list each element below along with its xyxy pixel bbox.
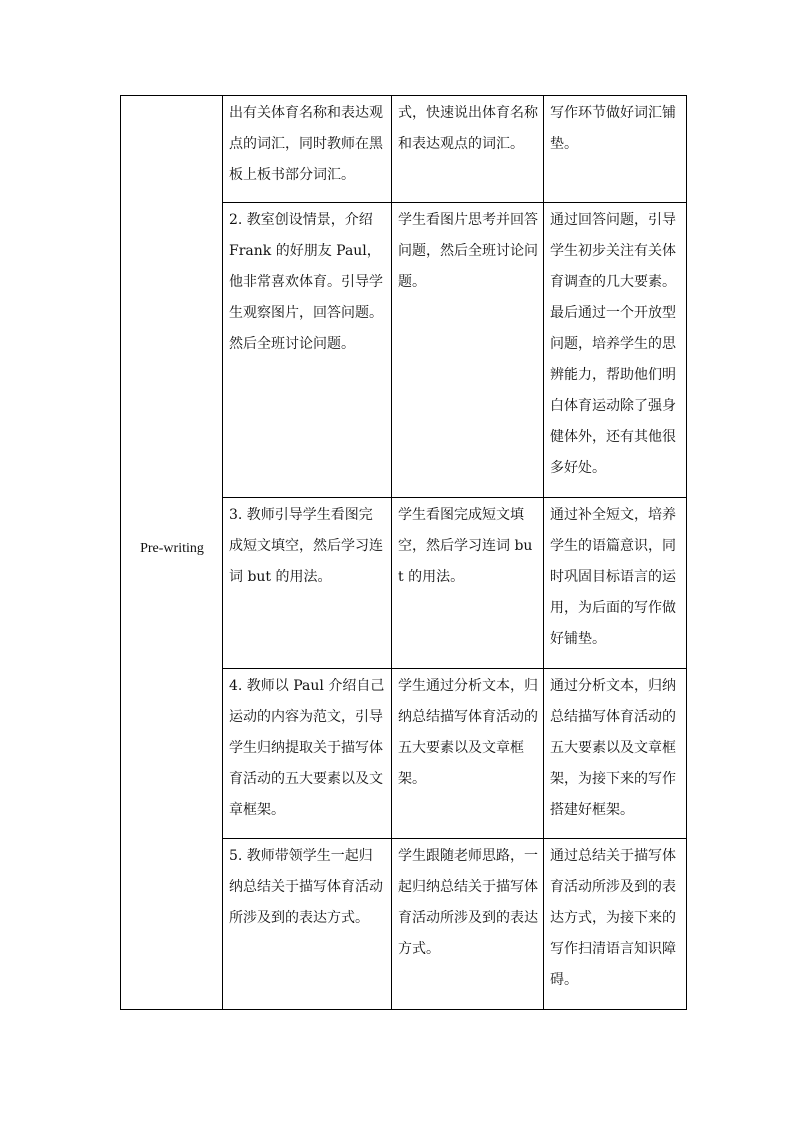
design-purpose-cell: 通过分析文本，归纳总结描写体育活动的五大要素以及文章框架，为接下来的写作搭建好框架。 xyxy=(544,669,687,839)
teacher-activity-cell: 5. 教师带领学生一起归纳总结关于描写体育活动所涉及到的表达方式。 xyxy=(223,839,392,1010)
lesson-plan-table xyxy=(120,95,687,1010)
student-activity-cell: 学生看图片思考并回答问题，然后全班讨论问题。 xyxy=(392,203,544,498)
teacher-activity-cell: 3. 教师引导学生看图完成短文填空，然后学习连词 but 的用法。 xyxy=(223,498,392,669)
design-purpose-cell: 通过补全短文，培养学生的语篇意识，同时巩固目标语言的运用，为后面的写作做好铺垫。 xyxy=(544,498,687,669)
student-activity-cell: 学生看图完成短文填空，然后学习连词 but 的用法。 xyxy=(392,498,544,669)
table-row xyxy=(121,96,687,203)
stage-cell: Pre-writing xyxy=(121,96,223,1010)
student-activity-cell: 学生跟随老师思路，一起归纳总结关于描写体育活动所涉及到的表达方式。 xyxy=(392,839,544,1010)
design-purpose-cell: 写作环节做好词汇铺垫。 xyxy=(544,96,687,203)
student-activity-cell: 式，快速说出体育名称和表达观点的词汇。 xyxy=(392,96,544,203)
design-purpose-cell: 通过回答问题，引导学生初步关注有关体育调查的几大要素。最后通过一个开放型问题，培养学生的思辨能力，帮助他们明白体育运动除了强身健体外，还有其他很多好处。 xyxy=(544,203,687,498)
teacher-activity-cell: 2. 教室创设情景，介绍 Frank 的好朋友 Paul，他非常喜欢体育。引导学生观察图片，回答问题。然后全班讨论问题。 xyxy=(223,203,392,498)
student-activity-cell: 学生通过分析文本，归纳总结描写体育活动的五大要素以及文章框架。 xyxy=(392,669,544,839)
teacher-activity-cell: 出有关体育名称和表达观点的词汇，同时教师在黑板上板书部分词汇。 xyxy=(223,96,392,203)
teacher-activity-cell: 4. 教师以 Paul 介绍自己运动的内容为范文，引导学生归纳提取关于描写体育活动的五大要素以及文章框架。 xyxy=(223,669,392,839)
design-purpose-cell: 通过总结关于描写体育活动所涉及到的表达方式，为接下来的写作扫清语言知识障碍。 xyxy=(544,839,687,1010)
